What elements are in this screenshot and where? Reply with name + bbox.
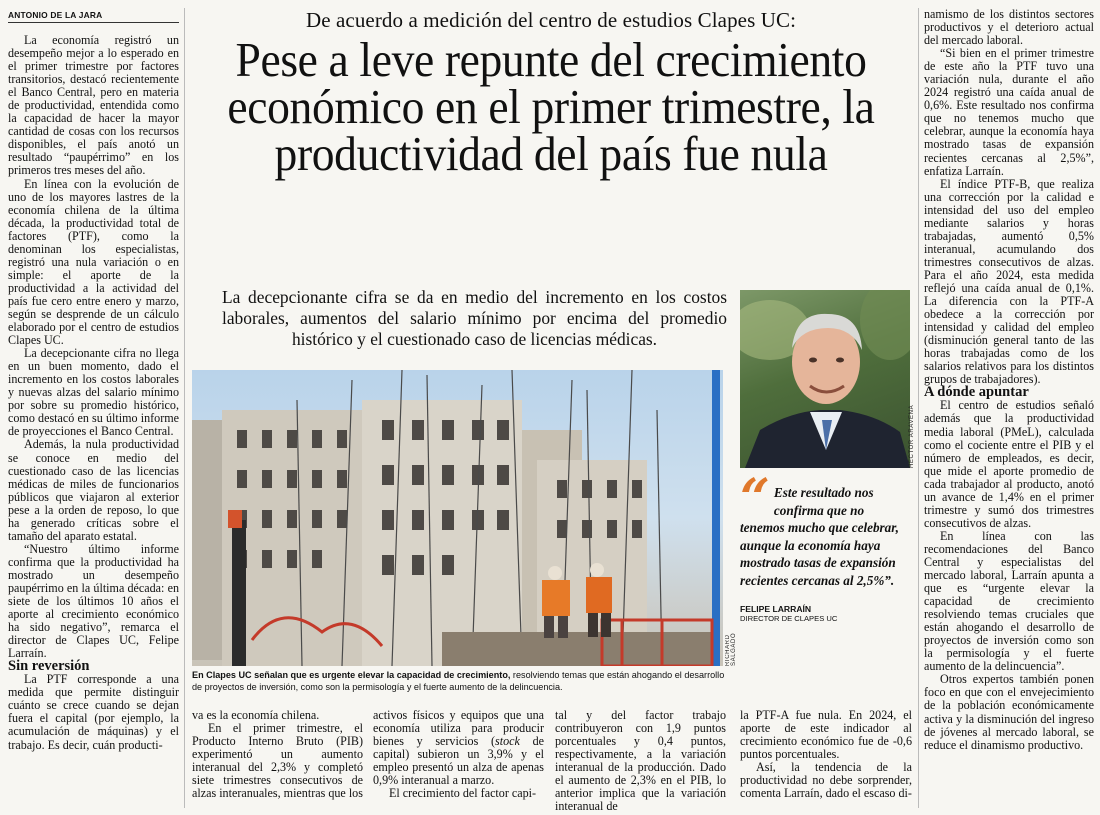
caption-bold: En Clapes UC señalan que es urgente elevar la capacidad de crecimiento, xyxy=(192,670,511,680)
paragraph: Además, la nula productividad se conoce en medio del cuestionado caso de las licencias médicas de miles de funcionarios públicos que viajaron al exterior pese a la orden de reposo, lo que ha generado críticas sobre el tamaño del aparato estatal. xyxy=(8,437,179,543)
portrait-photo xyxy=(740,290,910,468)
main-photo xyxy=(192,370,723,666)
paragraph: “Si bien en el primer trimestre de este año la PTF tuvo una variación nula, durante el año 2024 registró una caída anual de 0,6%. Este resultado nos confirma que no tenemos mucho que celebrar, aunque la economía haya mostrado tasas de expansión recientes cercanas al 2,5%”, enfatiza Larraín. xyxy=(924,46,1094,178)
main-photo-credit: RICHARD SALGADO xyxy=(725,632,737,666)
paragraph: En línea con la evolución de uno de los mayores lastres de la economía chilena de la última década, la productividad total de factores (PTF), como la denominan los especialistas, registró una nula variación o en simple: el aporte de la productividad a la actividad del país fue cero entre enero y marzo, según se desprende de un cálculo elaborado por el centro de estudios Clapes UC. xyxy=(8,176,179,348)
kicker: De acuerdo a medición del centro de estudios Clapes UC: xyxy=(305,8,797,32)
column-6 xyxy=(924,8,1094,752)
headline: Pese a leve repunte del crecimiento económico en el primer trimestre, la productividad del país fue nula xyxy=(227,32,875,181)
pull-quote-body xyxy=(740,468,912,590)
paragraph: La decepcionante cifra no llega en un buen momento, dado el incremento en los costos laborales y nuevas alzas del salario mínimo por sobre su promedio histórico, como destacó en su último informe de proyecciones el Banco Central. xyxy=(8,346,179,439)
quote-mark-icon: “ xyxy=(740,468,770,529)
column-3 xyxy=(373,709,544,800)
text-italic: stock xyxy=(495,734,520,749)
pull-quote-text: Este resultado nos confirma que no tenemos mucho que celebrar, aunque la economía haya mostrado tasas de expansión recientes cercanas al 2,5%”. xyxy=(740,485,899,588)
pull-quote-role: DIRECTOR DE CLAPES UC xyxy=(740,613,838,623)
subhead-a-donde-apuntar: A dónde apuntar xyxy=(924,384,1029,401)
paragraph: El índice PTF-B, que realiza una corrección por la calidad e intensidad del uso del empleo mediante salarios y horas trabajadas, aumentó 0,5% interanual, acumulando dos trimestres consecutivos de alzas. Para el año 2024, esta medida reflejó una caída anual de 0,1%. La diferencia con la PTF-A obedece a la corrección por intensidad y calidad del empleo (disminución general tanto de las horas trabajadas como de los salarios relativos para los distintos grupos de trabajadores). xyxy=(924,176,1094,387)
column-1 xyxy=(8,34,179,752)
paragraph: La economía registró un desempeño mejor a lo esperado en el primer trimestre por factores transitorios, destacó recientemente el Banco Central, pero en materia de productividad, entendida como la capacidad de hacer la mayor cantidad de cosas con los recursos disponibles, el país anotó un resultado “paupérrimo” en los primeros tres meses del año. xyxy=(8,33,179,178)
column-5 xyxy=(740,709,912,800)
construction-illustration xyxy=(192,370,723,666)
column-rule xyxy=(184,8,185,808)
column-rule xyxy=(918,8,919,808)
subhead-sin-reversion: Sin reversión xyxy=(8,658,90,675)
paragraph: “Nuestro último informe confirma que la productividad ha mostrado un desempeño paupérrimo en la última década: en siete de los últimos 10 años el aporte al crecimiento económico ha sido negativo”, remarca el director de Clapes UC, Felipe Larraín. xyxy=(8,541,179,661)
portrait-credit: HÉCTOR ARAVENA xyxy=(909,404,915,468)
paragraph: Otros expertos también ponen foco en que con el envejecimiento de la población económicamente activa y la disminución del ingreso de jóvenes al mercado laboral, se reduce el dinamismo productivo. xyxy=(924,672,1094,752)
paragraph: la PTF-A fue nula. En 2024, el aporte de este indicador al crecimiento económico fue de -0,6 puntos porcentuales. xyxy=(740,708,912,762)
paragraph: En línea con las recomendaciones del Banco Central y especialistas del mercado laboral, Larraín apunta a que es “urgente elevar la capacidad de crecimiento resolviendo temas cruciales que están ahogando el desarrollo de proyectos de inversión como son la permisología y el fuerte aumento de la delincuencia”. xyxy=(924,528,1094,674)
column-4 xyxy=(555,709,726,813)
byline xyxy=(8,10,179,23)
paragraph: va es la economía chilena. xyxy=(192,708,320,722)
pull-quote-name: FELIPE LARRAÍN xyxy=(740,603,812,614)
paragraph: Así, la tendencia de la productividad no debe sorprender, comenta Larraín, dado el escaso di- xyxy=(740,760,912,801)
text-run: de capital) subieron un 3,9% y el empleo presentó un alza de apenas 0,9% interanual a marzo. xyxy=(373,734,544,788)
paragraph xyxy=(373,709,544,787)
deck: La decepcionante cifra se da en medio del incremento en los costos laborales, aumentos del salario mínimo por encima del promedio histórico y el cuestionado caso de licencias médicas. xyxy=(222,287,727,349)
paragraph: tal y del factor trabajo contribuyeron con 1,9 puntos porcentuales y 0,4 puntos, respectivamente, a la variación interanual de la producción. Dado el aumento de 2,3% en el PIB, lo anterior implica que la variación interanual de xyxy=(555,708,726,814)
pull-quote xyxy=(740,468,912,623)
paragraph: La PTF corresponde a una medida que permite distinguir cuánto se crece cuando se dejan fuera el capital (por ejemplo, la acumulación de máquinas) y el trabajo. Es decir, cuán producti- xyxy=(8,672,179,752)
paragraph: namismo de los distintos sectores productivos y el deterioro actual del mercado laboral. xyxy=(924,7,1094,48)
caption-text: resolviendo temas que están ahogando el desarrollo de proyectos de inversión, como son la permisología y el fuerte aumento de la delincuencia. xyxy=(192,670,725,692)
main-photo-caption xyxy=(192,670,727,693)
paragraph: En el primer trimestre, el Producto Interno Bruto (PIB) experimentó un aumento interanual del 2,3% y completó siete trimestres consecutivos de alzas interanuales, mientras que los xyxy=(192,721,363,801)
paragraph: El crecimiento del factor capi- xyxy=(389,786,537,801)
column-2 xyxy=(192,709,363,800)
portrait-illustration xyxy=(740,290,910,468)
paragraph: El centro de estudios señaló además que la productividad media laboral (PMeL), calculada como el cociente entre el PIB y el número de empleados, es decir, que mide el aporte promedio de cada trabajador al producto, anotó un avance de 1,4% en el primer trimestre y sumó dos trimestres consecutivos de alzas. xyxy=(924,398,1094,530)
byline-text: ANTONIO DE LA JARA xyxy=(8,10,179,23)
text-run: activos físicos y equipos que una economía utiliza para producir bienes y servicios ( xyxy=(373,708,544,749)
